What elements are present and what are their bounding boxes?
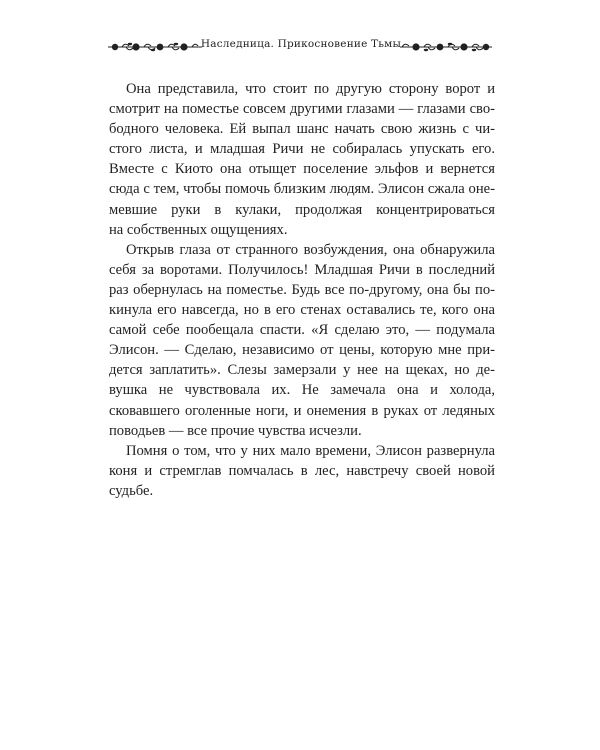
text-line: вушка не чувствовала их. Не замечала она и холода, [109,382,495,399]
text-line: сковавшего оголенные ноги, и онемения в руках от ледяных [109,402,495,419]
text-line: коня и стремглав помчалась в лес, навстречу своей новой [109,462,495,479]
text-line: смотрит на поместье совсем другими глазами — глазами сво- [109,101,495,118]
paragraph-3 [109,441,495,501]
text-line: раз обернулась на поместье. Будь все по-другому, она бы по- [109,281,495,298]
text-line: себя за воротами. Получилось! Младшая Ричи в последний [109,261,495,278]
text-line: судьбе. [109,482,154,499]
body-text [109,79,495,501]
paragraph-1 [109,79,495,240]
text-line: Элисон. — Сделаю, независимо от цены, которую мне при- [109,342,495,359]
text-line: Вместе с Киото она отыщет поселение эльфов и вернется [109,161,495,178]
text-line: мевшие руки в кулаки, продолжая концентрироваться [109,201,495,218]
text-line: Она представила, что стоит по другую сторону ворот и [126,81,495,97]
text-line: кинула его навсегда, но в его стенах оставались те, кого она [109,302,495,319]
text-line: стого листа, и младшая Ричи не собиралась упускать его. [109,141,495,158]
text-line: Открыв глаза от странного возбуждения, она обнаружила [126,241,495,258]
text-line: бодного человека. Ей выпал шанс начать свою жизнь с чи- [109,121,495,138]
text-line: поводьев — все прочие чувства исчезли. [109,422,362,439]
rose-vine-ornament-left-icon [108,40,202,54]
text-line: сюда с тем, чтобы помочь близким людям. Элисон сжала оне- [109,181,495,198]
text-line: самой себе пообещала спасти. «Я сделаю это, — подумала [109,322,495,339]
paragraph-2 [109,240,495,441]
running-header-title: Наследница. Прикосновение Тьмы [200,38,402,50]
rose-vine-ornament-right-icon [400,40,492,54]
text-line: Помня о том, что у них мало времени, Элисон развернула [126,442,495,459]
running-header [108,36,492,58]
text-line: на собственных ощущениях. [109,221,288,238]
text-line: дется заплатить». Слезы замерзали у нее на щеках, но де- [109,362,495,379]
